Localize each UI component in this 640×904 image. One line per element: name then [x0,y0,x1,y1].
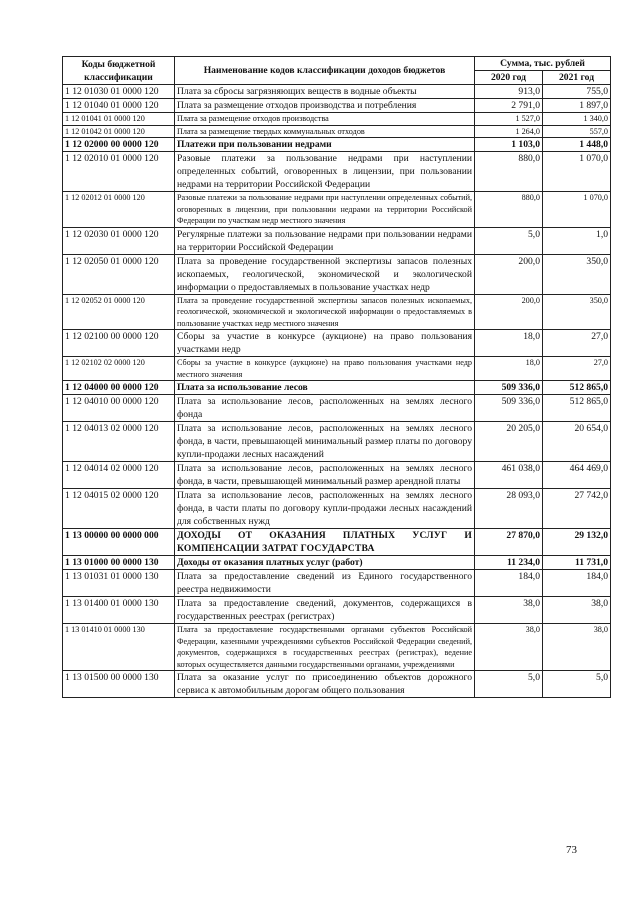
row-code: 1 12 02000 00 0000 120 [63,138,175,152]
row-code: 1 12 01040 01 0000 120 [63,99,175,113]
row-value-2020: 38,0 [475,624,543,671]
table-row [63,138,611,152]
row-name: Регулярные платежи за пользование недрами при пользовании недрами на территории Российской Федерации [175,227,475,254]
row-value-2021: 1 897,0 [543,99,611,113]
row-value-2020: 2 791,0 [475,99,543,113]
row-value-2020: 200,0 [475,254,543,294]
row-value-2020: 880,0 [475,192,543,228]
row-value-2020: 200,0 [475,294,543,330]
row-code: 1 12 02030 01 0000 120 [63,227,175,254]
year-2021-header: 2021 год [543,71,611,85]
row-code: 1 12 02010 01 0000 120 [63,152,175,192]
table-row [63,192,611,228]
row-value-2021: 27,0 [543,330,611,357]
table-row [63,330,611,357]
row-code: 1 12 02050 01 0000 120 [63,254,175,294]
page-number: 73 [566,844,577,856]
table-row [63,422,611,462]
table-row [63,113,611,126]
row-value-2020: 461 038,0 [475,462,543,489]
row-code: 1 12 01041 01 0000 120 [63,113,175,126]
row-value-2020: 880,0 [475,152,543,192]
row-code: 1 13 00000 00 0000 000 [63,529,175,556]
row-value-2021: 557,0 [543,125,611,138]
table-row [63,85,611,99]
row-value-2021: 5,0 [543,671,611,698]
budget-table [62,56,611,698]
row-value-2020: 5,0 [475,227,543,254]
row-code: 1 12 04015 02 0000 120 [63,489,175,529]
row-value-2020: 28 093,0 [475,489,543,529]
row-value-2021: 755,0 [543,85,611,99]
row-value-2021: 184,0 [543,570,611,597]
row-name: Плата за использование лесов [175,381,475,395]
row-code: 1 12 02052 01 0000 120 [63,294,175,330]
row-value-2020: 509 336,0 [475,381,543,395]
row-code: 1 13 01400 01 0000 130 [63,597,175,624]
table-row [63,462,611,489]
row-value-2020: 18,0 [475,330,543,357]
row-code: 1 13 01410 01 0000 130 [63,624,175,671]
row-value-2021: 38,0 [543,597,611,624]
table-row [63,294,611,330]
row-value-2021: 20 654,0 [543,422,611,462]
row-name: Доходы от оказания платных услуг (работ) [175,556,475,570]
row-code: 1 13 01031 01 0000 130 [63,570,175,597]
row-code: 1 12 02100 00 0000 120 [63,330,175,357]
table-row [63,570,611,597]
row-name: Плата за размещение отходов производства [175,113,475,126]
row-code: 1 12 04013 02 0000 120 [63,422,175,462]
table-row [63,357,611,381]
row-value-2020: 38,0 [475,597,543,624]
row-name: Плата за использование лесов, расположенных на землях лесного фонда, в части, превышающей минимальный размер платы по договору купли-продажи лесных насаждений [175,422,475,462]
row-value-2020: 509 336,0 [475,395,543,422]
names-header: Наименование кодов классификации доходов бюджетов [175,57,475,85]
row-code: 1 12 02012 01 0000 120 [63,192,175,228]
row-value-2021: 27,0 [543,357,611,381]
row-value-2021: 350,0 [543,294,611,330]
row-name: Плата за проведение государственной экспертизы запасов полезных ископаемых, геологической, экономической и экологической информации о предоставляемых в пользование участках недр [175,254,475,294]
row-name: Плата за размещение отходов производства и потребления [175,99,475,113]
row-name: Плата за использование лесов, расположенных на землях лесного фонда, в части, превышающей минимальный размер арендной платы [175,462,475,489]
row-value-2020: 18,0 [475,357,543,381]
row-value-2020: 1 103,0 [475,138,543,152]
table-row [63,395,611,422]
row-name: Плата за оказание услуг по присоединению объектов дорожного сервиса к автомобильным дорогам общего пользования [175,671,475,698]
row-value-2020: 1 264,0 [475,125,543,138]
row-value-2020: 20 205,0 [475,422,543,462]
row-name: Платежи при пользовании недрами [175,138,475,152]
table-row [63,152,611,192]
row-name: Плата за использование лесов, расположенных на землях лесного фонда, в части платы по договору купли-продажи лесных насаждений для собственных нужд [175,489,475,529]
row-name: Сборы за участие в конкурсе (аукционе) на право пользования участками недр местного значения [175,357,475,381]
row-value-2021: 512 865,0 [543,395,611,422]
row-value-2021: 27 742,0 [543,489,611,529]
table-body [63,85,611,698]
row-value-2020: 913,0 [475,85,543,99]
sum-header: Сумма, тыс. рублей [475,57,611,71]
row-code: 1 12 01042 01 0000 120 [63,125,175,138]
row-value-2021: 1 070,0 [543,152,611,192]
row-code: 1 13 01500 00 0000 130 [63,671,175,698]
row-code: 1 12 04010 00 0000 120 [63,395,175,422]
row-value-2020: 1 527,0 [475,113,543,126]
row-value-2020: 11 234,0 [475,556,543,570]
row-value-2020: 184,0 [475,570,543,597]
row-value-2020: 27 870,0 [475,529,543,556]
row-name: Плата за использование лесов, расположенных на землях лесного фонда [175,395,475,422]
row-value-2021: 1,0 [543,227,611,254]
table-row [63,529,611,556]
row-name: Плата за проведение государственной экспертизы запасов полезных ископаемых, геологической, экономической и экологической информации о предоставляемых в пользование участках недр местного значения [175,294,475,330]
row-value-2021: 1 340,0 [543,113,611,126]
row-name: Разовые платежи за пользование недрами при наступлении определенных событий, оговоренных в лицензии, при пользовании недрами на территории Российской Федерации [175,152,475,192]
table-row [63,597,611,624]
row-value-2020: 5,0 [475,671,543,698]
row-value-2021: 11 731,0 [543,556,611,570]
row-name: Плата за предоставление государственными органами субъектов Российской Федерации, казенными учреждениями субъектов Российской Федерации сведений, документов, содержащихся в государственных реестрах (регистрах), ведение которых осуществляется данными государственными органами, учреждениями [175,624,475,671]
row-code: 1 12 04000 00 0000 120 [63,381,175,395]
year-2020-header: 2020 год [475,71,543,85]
row-value-2021: 512 865,0 [543,381,611,395]
row-code: 1 12 01030 01 0000 120 [63,85,175,99]
table-row [63,671,611,698]
table-row [63,489,611,529]
row-value-2021: 38,0 [543,624,611,671]
row-code: 1 12 04014 02 0000 120 [63,462,175,489]
row-value-2021: 350,0 [543,254,611,294]
table-row [63,556,611,570]
table-row [63,99,611,113]
row-name: Разовые платежи за пользование недрами при наступлении определенных событий, оговоренных в лицензии, при пользовании недрами на территории Российской Федерации по участкам недр местного значения [175,192,475,228]
row-value-2021: 464 469,0 [543,462,611,489]
row-code: 1 13 01000 00 0000 130 [63,556,175,570]
codes-header: Коды бюджетной классификации [63,57,175,85]
table-row [63,125,611,138]
row-name: ДОХОДЫ ОТ ОКАЗАНИЯ ПЛАТНЫХ УСЛУГ И КОМПЕНСАЦИИ ЗАТРАТ ГОСУДАРСТВА [175,529,475,556]
table-row [63,624,611,671]
row-code: 1 12 02102 02 0000 120 [63,357,175,381]
row-value-2021: 1 448,0 [543,138,611,152]
table-row [63,254,611,294]
row-name: Плата за размещение твердых коммунальных отходов [175,125,475,138]
row-name: Плата за предоставление сведений из Единого государственного реестра недвижимости [175,570,475,597]
row-name: Сборы за участие в конкурсе (аукционе) на право пользования участками недр [175,330,475,357]
row-name: Плата за предоставление сведений, документов, содержащихся в государственных реестрах (регистрах) [175,597,475,624]
row-value-2021: 1 070,0 [543,192,611,228]
row-value-2021: 29 132,0 [543,529,611,556]
table-row [63,381,611,395]
table-row [63,227,611,254]
row-name: Плата за сбросы загрязняющих веществ в водные объекты [175,85,475,99]
